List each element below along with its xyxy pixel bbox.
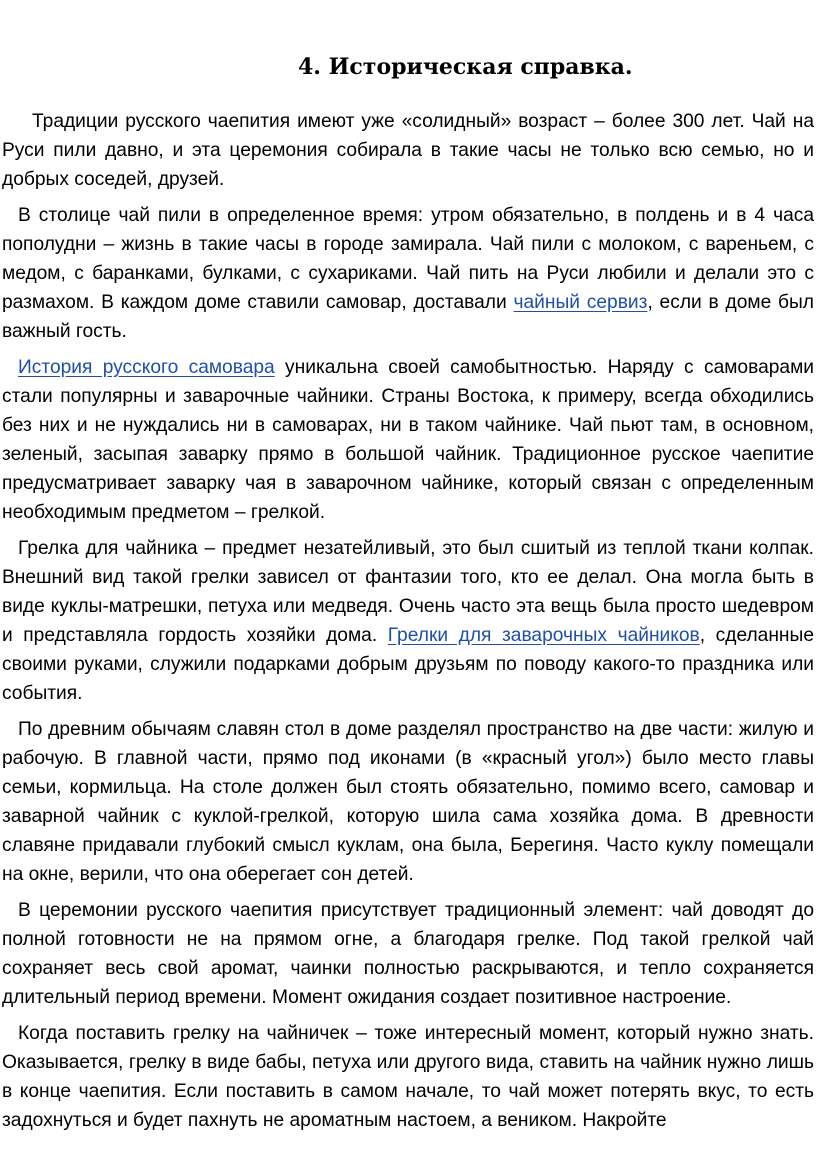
paragraph	[2, 201, 814, 346]
paragraph	[2, 1019, 814, 1135]
paragraph-text: В церемонии русского чаепития присутствует традиционный элемент: чай доводят до полной готовности не на прямом огне, а благодаря грелке. Под такой грелкой чай сохраняет весь свой аромат, чаинки полностью раскрываются, и тепло сохраняется длительный период времени. Момент ожидания создает позитивное настроение.	[2, 900, 814, 1008]
paragraph-text: , если в доме был важный гость.	[2, 292, 815, 342]
paragraph-text: Когда поставить грелку на чайничек – тоже интересный момент, который нужно знать. Оказывается, грелку в виде бабы, петуха или другого вида, ставить на чайник нужно лишь в конце чаепития. Если поставить в самом начале, то чай может потерять вкус, то есть задохнуться и будет пахнуть не ароматным настоем, а веником. Накройте	[2, 1023, 814, 1131]
paragraph-text: уникальна своей самобытностью. Наряду с самоварами стали популярны и заварочные чайники. Страны Востока, к примеру, всегда обходились без них и не нуждались ни в самоварах, ни в таком чайнике. Чай пьют там, в основном, зеленый, засыпая заварку прямо в большой чайник. Традиционное русское чаепитие предусматривает заварку чая в заварочном чайнике, который связан с определенным необходимым предметом – грелкой.	[2, 357, 814, 523]
paragraph	[2, 896, 814, 1012]
paragraph-text: В столице чай пили в определенное время: утром обязательно, в полдень и в 4 часа пополудни – жизнь в такие часы в городе замирала. Чай пили с молоком, с вареньем, с медом, с баранками, булками, с сухариками. Чай пить на Руси любили и делали это с размахом. В каждом доме ставили самовар, доставали	[2, 205, 814, 313]
section-title: 4. Историческая справка.	[298, 54, 633, 80]
link-tea-set[interactable]: чайный сервиз	[513, 292, 648, 313]
document-body	[2, 107, 814, 1142]
paragraph-text: , сделанные своими руками, служили подарками добрым друзьям по поводу какого-то праздника или события.	[2, 625, 814, 704]
link-samovar-history[interactable]: История русского самовара	[18, 357, 275, 378]
paragraph	[2, 534, 814, 708]
paragraph-text: Грелка для чайника – предмет незатейливый, это был сшитый из теплой ткани колпак. Внешний вид такой грелки зависел от фантазии того, кто ее делал. Она могла быть в виде куклы-матрешки, петуха или медведя. Очень часто эта вещь была просто шедевром и представляла гордость хозяйки дома.	[2, 538, 814, 646]
paragraph	[2, 715, 814, 889]
paragraph	[2, 107, 814, 194]
paragraph-text: По древним обычаям славян стол в доме разделял пространство на две части: жилую и рабочую. В главной части, прямо под иконами (в «красный угол») было место главы семьи, кормильца. На столе должен был стоять обязательно, помимо всего, самовар и заварной чайник с куклой-грелкой, которую шила сама хозяйка дома. В древности славяне придавали глубокий смысл куклам, она была, Берегиня. Часто куклу помещали на окне, верили, что она оберегает сон детей.	[2, 719, 814, 885]
link-teapot-cozies[interactable]: Грелки для заварочных чайников	[387, 625, 700, 646]
paragraph-text: Традиции русского чаепития имеют уже «солидный» возраст – более 300 лет. Чай на Руси пили давно, и эта церемония собирала в такие часы не только всю семью, но и добрых соседей, друзей.	[2, 111, 814, 190]
paragraph	[2, 353, 814, 527]
